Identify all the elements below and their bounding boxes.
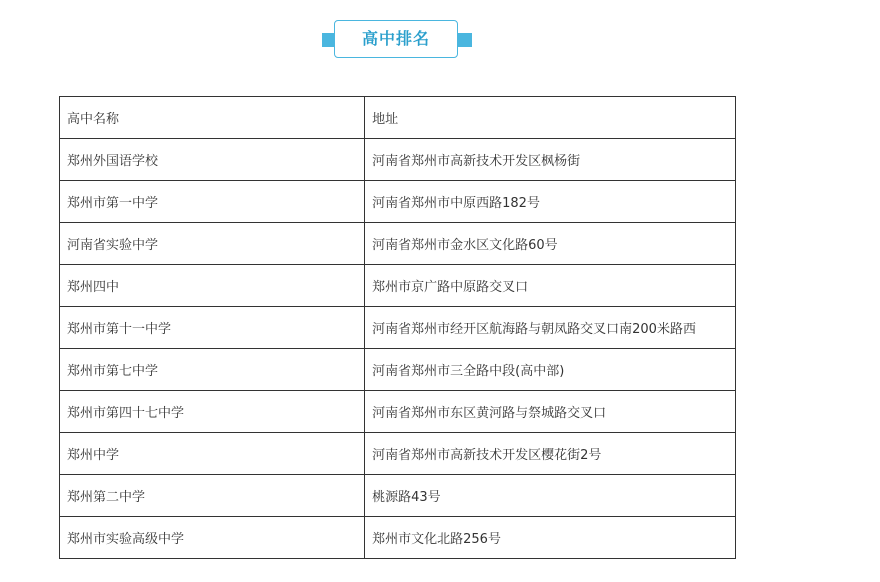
address-cell: 郑州市京广路中原路交叉口	[365, 265, 736, 307]
title-text: 高中排名	[334, 20, 458, 58]
header-school-name: 高中名称	[60, 97, 365, 139]
address-cell: 河南省郑州市高新技术开发区枫杨街	[365, 139, 736, 181]
school-name-cell: 郑州市第十一中学	[60, 307, 365, 349]
table-row	[60, 349, 736, 391]
address-cell: 河南省郑州市经开区航海路与朝凤路交叉口南200米路西	[365, 307, 736, 349]
address-cell: 河南省郑州市中原西路182号	[365, 181, 736, 223]
school-name-cell: 郑州市实验高级中学	[60, 517, 365, 559]
address-cell: 河南省郑州市高新技术开发区樱花街2号	[365, 433, 736, 475]
section-title	[322, 20, 472, 60]
school-table	[59, 96, 736, 559]
address-cell: 河南省郑州市金水区文化路60号	[365, 223, 736, 265]
header-address: 地址	[365, 97, 736, 139]
address-cell: 河南省郑州市东区黄河路与祭城路交叉口	[365, 391, 736, 433]
table-row	[60, 391, 736, 433]
address-cell: 河南省郑州市三全路中段(高中部)	[365, 349, 736, 391]
table-row	[60, 433, 736, 475]
table-header-row	[60, 97, 736, 139]
school-name-cell: 郑州外国语学校	[60, 139, 365, 181]
school-name-cell: 河南省实验中学	[60, 223, 365, 265]
school-name-cell: 郑州四中	[60, 265, 365, 307]
table-row	[60, 139, 736, 181]
school-name-cell: 郑州市第四十七中学	[60, 391, 365, 433]
school-name-cell: 郑州第二中学	[60, 475, 365, 517]
table-row	[60, 517, 736, 559]
school-name-cell: 郑州市第七中学	[60, 349, 365, 391]
table-row	[60, 265, 736, 307]
school-name-cell: 郑州市第一中学	[60, 181, 365, 223]
table-row	[60, 223, 736, 265]
school-name-cell: 郑州中学	[60, 433, 365, 475]
table-row	[60, 475, 736, 517]
table-row	[60, 307, 736, 349]
address-cell: 郑州市文化北路256号	[365, 517, 736, 559]
table-row	[60, 181, 736, 223]
address-cell: 桃源路43号	[365, 475, 736, 517]
